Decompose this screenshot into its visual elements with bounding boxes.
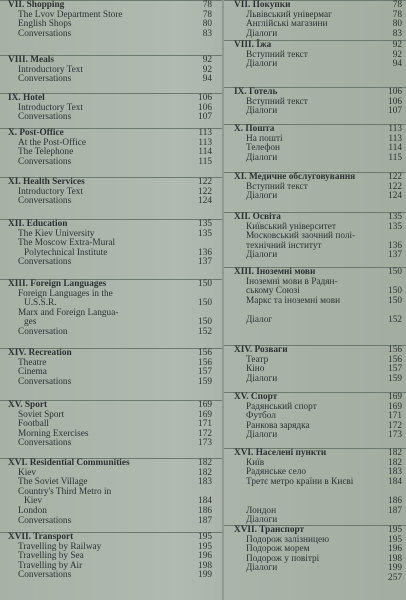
toc-entry xyxy=(224,154,406,164)
entry-title: At the Post-Office xyxy=(18,137,86,148)
toc-section xyxy=(224,525,406,584)
entry-title: Третє метро країни в Києві xyxy=(246,476,354,487)
toc-entry xyxy=(0,571,222,581)
entry-title: Ранкова зарядка xyxy=(246,420,310,431)
entry-title: XVII. Transport xyxy=(8,532,74,542)
page-number: 182 xyxy=(388,448,402,458)
page-number: 115 xyxy=(388,152,402,163)
page-number: 152 xyxy=(388,314,402,325)
page-number: 150 xyxy=(388,286,402,297)
entry-title: Kiev xyxy=(18,467,37,478)
entry-title: XV. Спорт xyxy=(234,392,278,402)
page-number: 124 xyxy=(388,191,402,202)
page-number: 187 xyxy=(198,515,212,526)
entry-title: XVI. Населені пункти xyxy=(234,448,327,458)
page-number: 107 xyxy=(198,112,212,123)
entry-title: Conversations xyxy=(18,515,72,526)
entry-title: Introductory Text xyxy=(18,102,84,113)
page-number: 172 xyxy=(198,428,212,439)
page-number: 183 xyxy=(198,477,212,488)
page-number: 80 xyxy=(202,19,212,30)
entry-title: Київський університет xyxy=(246,221,336,232)
toc-section xyxy=(224,267,406,326)
entry-title: Театр xyxy=(246,354,269,365)
page-number: 182 xyxy=(198,458,212,468)
page-number: 196 xyxy=(388,544,402,555)
toc-section xyxy=(224,345,406,384)
page-number: 113 xyxy=(198,137,212,148)
entry-title: IX. Готель xyxy=(234,87,278,97)
entry-title: Іноземні мови в Радян- xyxy=(246,276,338,287)
toc-entry xyxy=(224,574,406,584)
page-number: 136 xyxy=(388,240,402,251)
page-number: 135 xyxy=(198,228,212,239)
page-number: 159 xyxy=(198,376,212,387)
entry-title: Conversations xyxy=(18,112,72,123)
entry-title: Подорож морем xyxy=(246,544,310,555)
entry-title: XI. Health Services xyxy=(8,177,85,187)
toc-entry xyxy=(224,375,406,385)
page-number: 169 xyxy=(388,401,402,412)
entry-title: Travelling by Air xyxy=(18,560,83,571)
toc-entry xyxy=(0,197,222,207)
page-number: 107 xyxy=(388,106,402,117)
entry-title: IX. Hotel xyxy=(8,93,45,103)
toc-entry xyxy=(224,431,406,441)
toc-entry xyxy=(224,251,406,261)
page-number: 113 xyxy=(198,128,212,138)
entry-title: технічний інститут xyxy=(246,240,322,251)
page-number: 184 xyxy=(198,496,212,507)
entry-title: Conversations xyxy=(18,74,72,85)
page-number: 124 xyxy=(198,196,212,207)
toc-entry xyxy=(0,113,222,123)
toc-entry xyxy=(224,30,406,40)
page-number: 169 xyxy=(198,400,212,410)
toc-section xyxy=(224,448,406,526)
toc-section xyxy=(0,128,222,167)
entry-title: Діалоги xyxy=(246,250,278,261)
page-number: 156 xyxy=(198,348,212,358)
page-number: 78 xyxy=(202,0,212,10)
toc-entry xyxy=(0,75,222,85)
page-number: 172 xyxy=(388,420,402,431)
entry-title: Діалоги xyxy=(246,191,278,202)
page-number: 122 xyxy=(388,181,402,192)
page-number: 196 xyxy=(198,551,212,562)
page-number: 182 xyxy=(388,457,402,468)
toc-entry xyxy=(0,258,222,268)
toc-section xyxy=(224,392,406,441)
page-number: 114 xyxy=(198,147,212,158)
page-number: 92 xyxy=(392,49,402,60)
entry-title: Подорож у повітрі xyxy=(246,553,320,564)
toc-entry xyxy=(224,564,406,574)
page-number: 92 xyxy=(392,40,402,50)
page-number: 198 xyxy=(388,553,402,564)
entry-title: Polytechnical Institute xyxy=(24,247,108,258)
toc-section xyxy=(224,212,406,261)
ukrainian-contents-column xyxy=(224,0,406,600)
toc-entry xyxy=(0,517,222,527)
entry-title: XVI. Residential Communities xyxy=(8,458,130,468)
entry-title: Діалоги xyxy=(246,515,278,526)
page-number: 106 xyxy=(388,96,402,107)
page-number: 150 xyxy=(388,295,402,306)
page-number: 195 xyxy=(388,525,402,535)
page-number: 173 xyxy=(388,430,402,441)
page-number: 92 xyxy=(202,64,212,75)
page-number: 122 xyxy=(198,186,212,197)
entry-title: Кіно xyxy=(246,364,265,375)
page-number: 199 xyxy=(388,563,402,574)
entry-title: Футбол xyxy=(246,411,276,422)
toc-section xyxy=(224,87,406,117)
page-number: 186 xyxy=(198,505,212,516)
page-number: 198 xyxy=(198,560,212,571)
entry-title: English Shops xyxy=(18,19,72,30)
page-number: 106 xyxy=(388,87,402,97)
entry-title: U.S.S.R. xyxy=(24,298,57,309)
toc-entry xyxy=(224,60,406,70)
entry-title: London xyxy=(18,505,47,516)
entry-title: Діалоги xyxy=(246,563,278,574)
toc-section xyxy=(0,532,222,581)
entry-title: Лондон xyxy=(246,505,277,516)
toc-section xyxy=(224,0,406,39)
page-number: 106 xyxy=(198,93,212,103)
entry-title: Marx and Foreign Langua- xyxy=(18,307,119,318)
page-number: 113 xyxy=(388,133,402,144)
page-number: 195 xyxy=(198,532,212,542)
entry-title: The Kiev University xyxy=(18,228,95,239)
entry-title: Conversations xyxy=(18,196,72,207)
page-number: 83 xyxy=(392,28,402,39)
page-number: 169 xyxy=(388,392,402,402)
entry-title: Soviet Sport xyxy=(18,409,65,420)
toc-section xyxy=(0,0,222,39)
page-number: 156 xyxy=(198,357,212,368)
toc-section xyxy=(0,400,222,449)
toc-section xyxy=(224,172,406,202)
entry-title: The Telephone xyxy=(18,147,74,158)
entry-title: Morning Exercises xyxy=(18,428,89,439)
toc-entry xyxy=(0,158,222,168)
entry-title: Conversations xyxy=(18,156,72,167)
toc-section xyxy=(0,348,222,387)
toc-section xyxy=(0,219,222,268)
entry-title: Діалоги xyxy=(246,373,278,384)
entry-title: Діалоги xyxy=(246,59,278,70)
toc-section xyxy=(0,93,222,123)
page-number: 135 xyxy=(388,221,402,232)
entry-title: The Moscow Extra-Mural xyxy=(18,238,116,249)
entry-title: XV. Sport xyxy=(8,400,48,410)
entry-title: X. Пошта xyxy=(234,124,275,134)
page-number: 169 xyxy=(198,409,212,420)
toc-entry xyxy=(224,316,406,326)
entry-title: Вступний текст xyxy=(246,96,308,107)
page-number: 94 xyxy=(392,59,402,70)
page-number: 78 xyxy=(202,9,212,20)
entry-title: Travelling by Railway xyxy=(18,541,102,552)
page-number: 92 xyxy=(202,55,212,65)
entry-title: Cinema xyxy=(18,367,47,378)
entry-title: Львівський універмаг xyxy=(246,9,332,20)
entry-title: Телефон xyxy=(246,143,280,154)
page-number: 136 xyxy=(198,247,212,258)
page-number: 78 xyxy=(392,0,402,10)
entry-title: Conversations xyxy=(18,257,72,268)
entry-title: На пошті xyxy=(246,133,283,144)
entry-title: Вступний текст xyxy=(246,181,308,192)
toc-entry xyxy=(0,439,222,449)
entry-title: XIV. Розваги xyxy=(234,345,288,355)
page-number: 106 xyxy=(198,102,212,113)
page-number: 157 xyxy=(388,364,402,375)
entry-title: XI. Медичне обслуговування xyxy=(234,172,356,182)
entry-title: VIII. Їжа xyxy=(234,40,272,50)
entry-title: Московський заочний полі- xyxy=(246,231,356,242)
entry-title: Діалог xyxy=(246,314,273,325)
toc-section xyxy=(224,40,406,70)
entry-title: Kiev xyxy=(24,496,43,507)
entry-title: XII. Education xyxy=(8,219,68,229)
entry-title: Подорож залізницею xyxy=(246,534,330,545)
entry-title: The Lvov Department Store xyxy=(18,9,123,20)
entry-title: Маркс та іноземні мови xyxy=(246,295,341,306)
entry-title: Travelling by Sea xyxy=(18,551,84,562)
page-number: 157 xyxy=(198,367,212,378)
page-number: 137 xyxy=(198,257,212,268)
page-number: 150 xyxy=(388,267,402,277)
entry-title: Conversations xyxy=(18,28,72,39)
toc-section xyxy=(0,279,222,338)
page-number: 135 xyxy=(388,212,402,222)
entry-title: Country's Third Metro in xyxy=(18,486,112,497)
entry-title: Introductory Text xyxy=(18,186,84,197)
page-number: 186 xyxy=(388,495,402,506)
toc-section xyxy=(0,55,222,85)
entry-title: VII. Покупки xyxy=(234,0,291,10)
entry-title: XIII. Іноземні мови xyxy=(234,267,316,277)
entry-title: X. Post-Office xyxy=(8,128,64,138)
entry-title: XIII. Foreign Languages xyxy=(8,279,107,289)
page-number: 195 xyxy=(388,534,402,545)
page-number: 94 xyxy=(202,74,212,85)
entry-title: Київ xyxy=(246,457,265,468)
entry-title: Англійські магазини xyxy=(246,19,328,30)
toc-entry xyxy=(224,297,406,307)
page-number: 187 xyxy=(388,505,402,516)
toc-section xyxy=(0,458,222,526)
page-number: 115 xyxy=(198,156,212,167)
entry-title: The Soviet Village xyxy=(18,477,88,488)
page-number: 184 xyxy=(388,476,402,487)
entry-title: Football xyxy=(18,419,49,430)
entry-title: ges xyxy=(24,317,37,328)
page-number: 152 xyxy=(198,326,212,337)
entry-title: XII. Освіта xyxy=(234,212,281,222)
toc-entry xyxy=(224,192,406,202)
page-number: 135 xyxy=(198,219,212,229)
toc-entry xyxy=(224,478,406,488)
page-number: 183 xyxy=(388,467,402,478)
page-number: 122 xyxy=(198,177,212,187)
entry-title: VII. Shopping xyxy=(8,0,65,10)
page-number: 173 xyxy=(198,438,212,449)
entry-title: Conversations xyxy=(18,376,72,387)
entry-title: Theatre xyxy=(18,357,47,368)
entry-title: Вступний текст xyxy=(246,49,308,60)
page-number: 114 xyxy=(388,143,402,154)
page-number: 156 xyxy=(388,345,402,355)
entry-title: Conversations xyxy=(18,438,72,449)
entry-title: Діалоги xyxy=(246,152,278,163)
entry-title: Діалоги xyxy=(246,28,278,39)
toc-entry xyxy=(0,30,222,40)
entry-title: Conversations xyxy=(18,570,72,581)
toc-entry xyxy=(224,487,406,497)
entry-title: ському Союзі xyxy=(246,286,300,297)
entry-title: Діалоги xyxy=(246,430,278,441)
toc-entry xyxy=(0,328,222,338)
page-number: 199 xyxy=(198,570,212,581)
page-number: 257 xyxy=(388,572,402,583)
entry-title: Conversation xyxy=(18,326,68,337)
toc-section xyxy=(0,177,222,207)
page-number: 80 xyxy=(392,19,402,30)
page-number: 150 xyxy=(198,279,212,289)
entry-title: Foreign Languages in the xyxy=(18,288,113,299)
page-number: 171 xyxy=(198,419,212,430)
toc-entry xyxy=(0,378,222,388)
entry-title: Радянське село xyxy=(246,467,307,478)
page-number: 122 xyxy=(388,172,402,182)
page-number: 195 xyxy=(198,541,212,552)
page-number: 113 xyxy=(388,124,402,134)
toc-entry xyxy=(224,107,406,117)
page-number: 150 xyxy=(198,298,212,309)
entry-title: VIII. Meals xyxy=(8,55,54,65)
page-number: 171 xyxy=(388,411,402,422)
page-number: 159 xyxy=(388,373,402,384)
page-number: 182 xyxy=(198,467,212,478)
entry-title: Діалоги xyxy=(246,106,278,117)
entry-title: XVII. Транспорт xyxy=(234,525,305,535)
page-number: 156 xyxy=(388,354,402,365)
page-number: 83 xyxy=(202,28,212,39)
page-number: 150 xyxy=(198,317,212,328)
page-number: 137 xyxy=(388,250,402,261)
entry-title: XIV. Recreation xyxy=(8,348,72,358)
page-number: 78 xyxy=(392,9,402,20)
entry-title: Introductory Text xyxy=(18,64,84,75)
entry-title: Радянський спорт xyxy=(246,401,317,412)
toc-section xyxy=(224,124,406,163)
